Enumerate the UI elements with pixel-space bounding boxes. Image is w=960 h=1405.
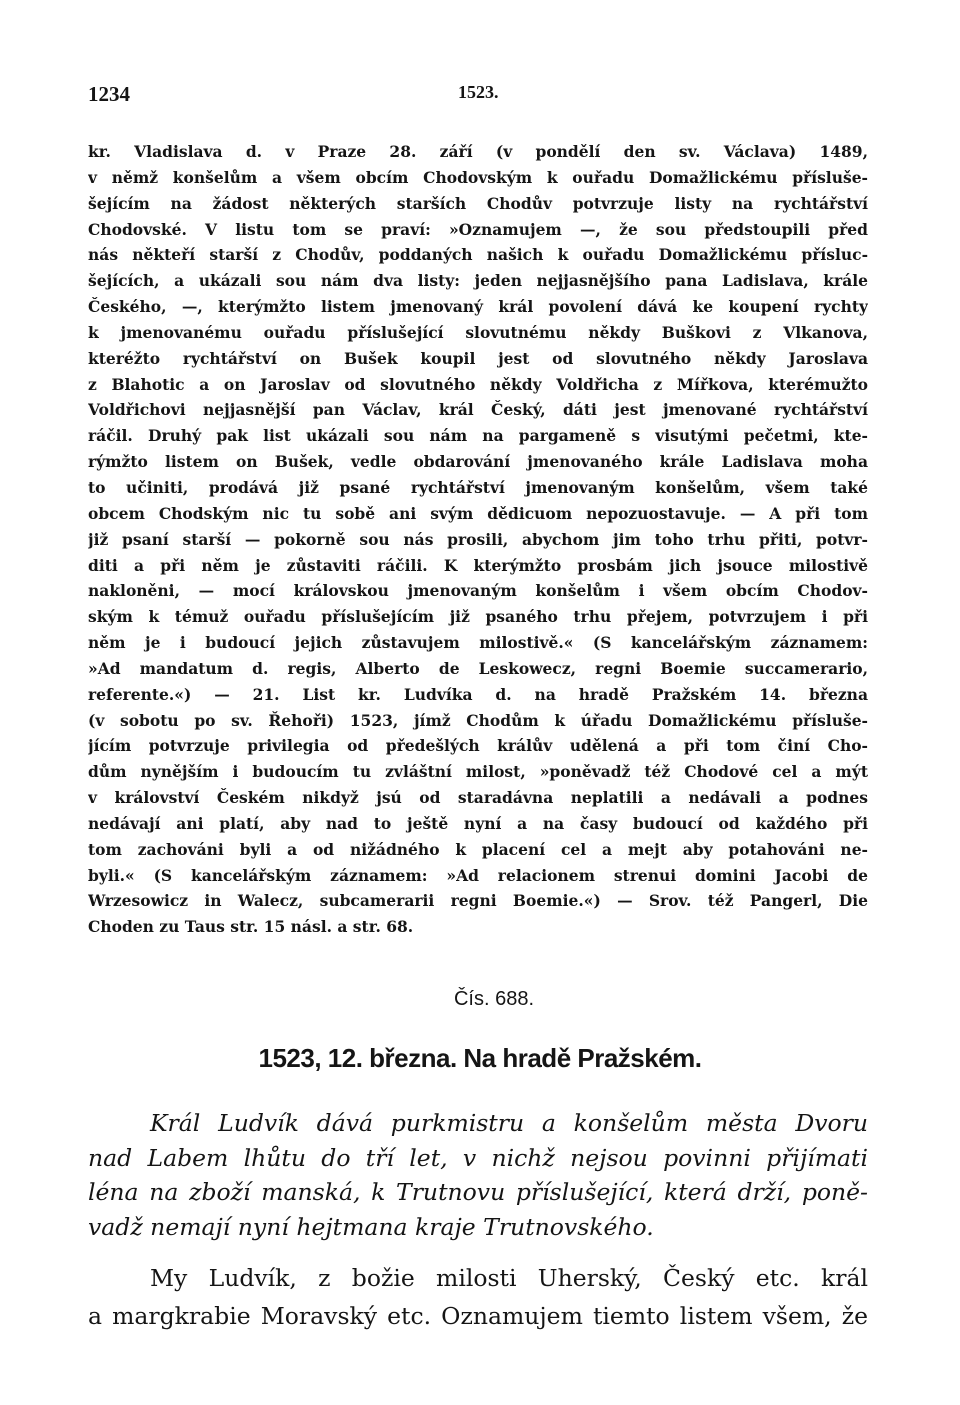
notes-line: z Blahotic a on Jaroslav od slovutného někdy Voldřicha z Mířkova, kterémužto	[88, 374, 868, 394]
notes-line: k jmenovanému ouřadu příslušející slovutnému někdy Buškovi z Vlkanova,	[88, 322, 868, 342]
notes-line: rýmžto listem on Bušek, vedle obdarování jmenovaného krále Ladislava moha	[88, 452, 868, 472]
document-summary	[88, 1106, 868, 1244]
notes-line: Českého, —, kterýmžto listem jmenovaný král povolení dává ke koupení rychty	[88, 297, 868, 317]
notes-line: referente.«) — 21. List kr. Ludvíka d. na hradě Pražském 14. března	[88, 684, 868, 704]
document-number: Čís. 688.	[453, 988, 535, 1010]
notes-line: nás někteří starší z Chodův, poddaných našich k ouřadu Domažlickému přísluc-	[88, 245, 868, 265]
notes-line: v němž konšelům a všem obcím Chodovským k ouřadu Domažlickému přísluše-	[88, 167, 868, 187]
notes-block	[88, 139, 868, 940]
notes-line: »Ad mandatum d. regis, Alberto de Leskowecz, regni Boemie succamerario,	[88, 658, 868, 678]
summary-line: nad Labem lhůtu do tří let, v nichž nejsou povinni přijímati	[88, 1143, 868, 1172]
notes-line: Wrzesowicz in Walecz, subcamerarii regni Boemie.«) — Srov. též Pangerl, Die	[88, 891, 868, 911]
notes-line: byli.« (S kancelářským záznamem: »Ad relacionem strenui domini Jacobi de	[88, 865, 868, 885]
notes-line: Choden zu Taus str. 15 násl. a str. 68.	[88, 917, 414, 937]
notes-line: dům nynějším i budoucím tu zvláštní milost, »poněvadž též Chodové cel a mýt	[88, 762, 868, 782]
running-header-year: 1523.	[458, 82, 499, 102]
page-number: 1234	[88, 82, 130, 106]
document-body	[88, 1259, 868, 1335]
notes-line: šejícím na žádost některých starších Chodův potvrzuje listy na rychtářství	[88, 193, 868, 213]
summary-line: vadž nemají nyní hejtmana kraje Trutnovského.	[88, 1212, 654, 1241]
notes-line: ským k témuž ouřadu příslušejícím již psaného trhu přejem, potvrzujem i při	[88, 607, 868, 627]
summary-line: Král Ludvík dává purkmistru a konšelům města Dvoru	[150, 1109, 868, 1137]
notes-line: něm je i budoucí jejich zůstavujem milostivě.« (S kancelářským záznamem:	[88, 633, 868, 653]
summary-line: léna na zboží manská, k Trutnovu příslušející, která drží, poně-	[88, 1178, 868, 1206]
notes-line: šejících, a ukázali sou nám dva listy: jeden nejjasnějšího pana Ladislava, krále	[88, 271, 868, 291]
notes-line: tom zachováni byli a od nižádného k placení cel a mejt aby potahováni ne-	[88, 839, 868, 859]
body-line: a margkrabie Moravský etc. Oznamujem tiemto listem všem, že	[88, 1302, 868, 1330]
notes-line: (v sobotu po sv. Řehoři) 1523, jímž Chodům k úřadu Domažlickému přísluše-	[88, 710, 868, 730]
notes-line: to učiniti, prodává již psané rychtářství jmenovaným konšelům, všem také	[88, 477, 868, 497]
notes-line: ráčil. Druhý pak list ukázali sou nám na pargameně s visutými pečetmi, kte-	[88, 426, 868, 446]
notes-line: kr. Vladislava d. v Praze 28. září (v pondělí den sv. Václava) 1489,	[88, 142, 868, 161]
notes-line: diti a při něm je zůstaviti ráčili. K kterýmžto prosbám jich jsouce milostivě	[88, 555, 868, 575]
body-line: My Ludvík, z božie milosti Uherský, Český etc. král	[150, 1264, 868, 1292]
notes-line: v království Českém nikdyž jsú od staradávna neplatili a nedávali a podnes	[88, 788, 868, 808]
notes-line: kteréžto rychtářství on Bušek koupil jest od slovutného někdy Jaroslava	[88, 348, 868, 368]
notes-line: jícím potvrzuje privilegia od předešlých králův udělená a při tom činí Cho-	[88, 736, 868, 756]
notes-line: obcem Chodským nic tu sobě ani svým dědicuom nepozuostavuje. — A při tom	[88, 503, 868, 523]
document-title: 1523, 12. března. Na hradě Pražském.	[258, 1043, 702, 1073]
notes-line: nedávají ani platí, aby nad to ještě nyní a na časy budoucí od každého při	[88, 813, 868, 833]
notes-line: již psaní starší — pokorně sou nás prosili, abychom jim toho trhu přiti, potvr-	[88, 529, 868, 549]
notes-line: nakloněni, — mocí královskou jmenovaným konšelům i všem obcím Chodov-	[88, 581, 868, 601]
notes-line: Voldřichovi nejjasnější pan Václav, král Český, dáti jest jmenované rychtářství	[88, 400, 868, 420]
notes-line: Chodovské. V listu tom se praví: »Oznamujem —, že sou předstoupili před	[88, 219, 868, 239]
